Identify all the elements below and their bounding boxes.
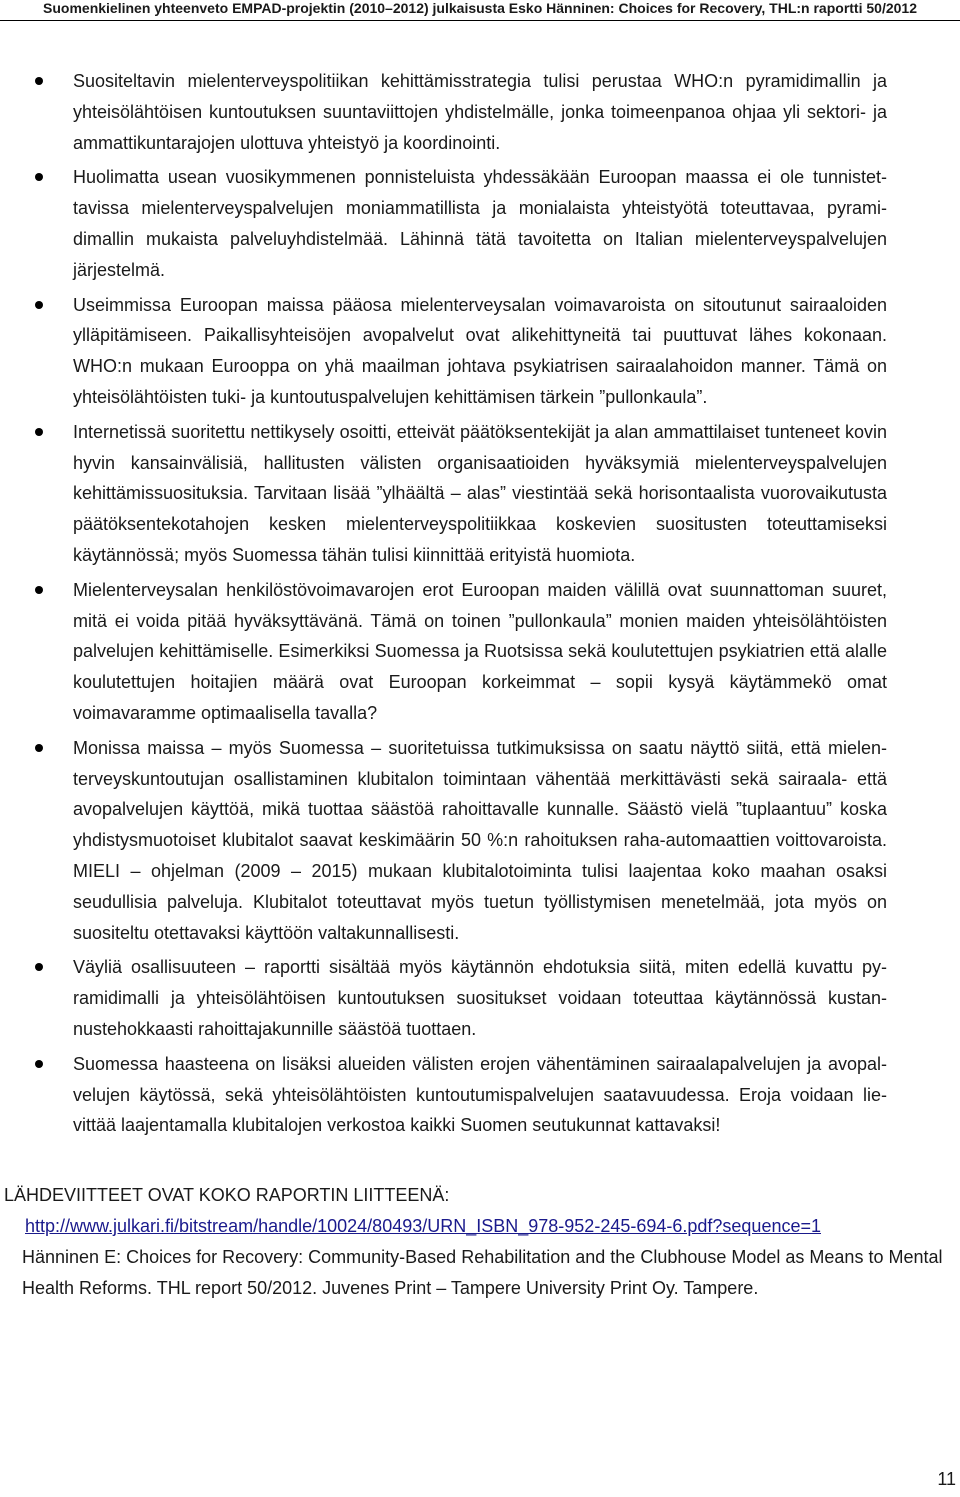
references-heading: LÄHDEVIITTEET OVAT KOKO RAPORTIN LIITTEENÄ:	[4, 1185, 450, 1205]
bullet-text: Monissa maissa – myös Suomessa – suoritetuissa tutkimuksissa on saatu näyttö siitä, että mielenterveyskuntoutujan osallistaminen klubitalon toimintaan vähentää merkittävästi sekä sairaala- että avopalvelujen käyttöä, mikä tuottaa säästöä rahoittavalle kunnalle. Säästö vielä ”tuplaantuu” koska yhdistysmuotoiset klubitalot saavat keskimäärin 50 %:n rahoituksen raha-automaattien voittovaroista. MIELI – ohjelman (2009 – 2015) mukaan klubitalotoiminta tulisi laajentaa koko maahan osaksi seudullisia palveluja. Klubitalot toteuttavat myös tuetun työllistymisen menetelmää, jota myös on suositeltu otettavaksi käyttöön valtakunnallisesti.	[73, 737, 887, 943]
bullet-item	[0, 733, 887, 949]
page-number: 11	[937, 1469, 956, 1489]
bullet-item	[0, 417, 887, 571]
bullet-text: Internetissä suoritettu nettikysely osoitti, etteivät päätöksentekijät ja alan ammattilaiset tunteneet kovin hyvin kansainvälisiä, hallitusten välisten organisaatioiden hyväksymiä mielenterveyspalvelujen kehittämissuosituksia. Tarvitaan lisää ”ylhäältä – alas” viestintää sekä horisontaalista vuorovaikutusta päätöksentekotahojen kesken mielenterveyspolitiikkaa koskevien suositusten toteuttamiseksi käytännössä; myös Suomessa tähän tulisi kiinnittää erityistä huomiota.	[73, 421, 887, 565]
bullet-item	[0, 66, 887, 158]
bullet-dot-icon	[35, 77, 43, 85]
bullet-text: Suositeltavin mielenterveyspolitiikan kehittämisstrategia tulisi perustaa WHO:n pyramidimallin ja yhteisölähtöisen kuntoutuksen suuntaviittojen yhdistelmälle, jonka toimeenpanoa ohjaa yli sektori- ja ammattikuntarajojen ulottuva yhteistyö ja koordinointi.	[73, 71, 887, 153]
bullet-dot-icon	[35, 428, 43, 436]
report-pdf-link[interactable]: http://www.julkari.fi/bitstream/handle/10024/80493/URN_ISBN_978-952-245-694-6.pdf?sequence=1	[25, 1216, 821, 1236]
bullet-dot-icon	[35, 1060, 43, 1068]
bullet-item	[0, 575, 887, 729]
bullet-dot-icon	[35, 301, 43, 309]
bullet-dot-icon	[35, 173, 43, 181]
bullet-item	[0, 952, 887, 1044]
bullet-dot-icon	[35, 963, 43, 971]
bullet-item	[0, 162, 887, 285]
running-header: Suomenkielinen yhteenveto EMPAD-projektin (2010–2012) julkaisusta Esko Hänninen: Choices for Recovery, THL:n raportti 50/2012	[43, 0, 917, 16]
references-section	[0, 1180, 960, 1304]
bullet-text: Suomessa haasteena on lisäksi alueiden välisten erojen vähentäminen sairaalapalvelujen ja avopalvelujen käytössä, sekä yhteisölähtöisten kuntoutumispalvelujen saatavuudessa. Eroja voidaan lievittää laajentamalla klubitalojen verkostoa kaikki Suomen seutukunnat kattavaksi!	[73, 1053, 887, 1136]
bullet-dot-icon	[35, 744, 43, 752]
bullet-dot-icon	[35, 586, 43, 594]
bullet-text: Useimmissa Euroopan maissa pääosa mielenterveysalan voimavaroista on sitoutunut sairaaloiden ylläpitämiseen. Paikallisyhteisöjen avopalvelut ovat alikehittyneitä tai puuttuvat lähes kokonaan. WHO:n mukaan Eurooppa on yhä maailman johtava psykiatrisen sairaalahoidon manner. Tämä on yhteisölähtöisten tuki- ja kuntoutuspalvelujen kehittämisen tärkein ”pullonkaula”.	[73, 294, 887, 407]
report-citation: Hänninen E: Choices for Recovery: Community-Based Rehabilitation and the Clubhouse Model as Means to Mental Health Reforms. THL report 50/2012. Juvenes Print – Tampere University Print Oy. Tampere.	[22, 1247, 943, 1298]
summary-bullet-list	[0, 66, 960, 1145]
bullet-text: Mielenterveysalan henkilöstövoimavarojen erot Euroopan maiden välillä ovat suunnattoman suuret, mitä ei voida pitää hyväksyttävänä. Tämä on toinen ”pullonkaula” monien maiden yhteisölähtöisten palvelujen kehittämiselle. Esimerkiksi Suomessa ja Ruotsissa sekä koulutettujen psykiatrien että alalle koulutettujen hoitajien määrä ovat Euroopan korkeimmat – sopii kysyä käytämmekö omat voimavaramme optimaalisella tavalla?	[73, 579, 887, 723]
bullet-text: Väyliä osallisuuteen – raportti sisältää myös käytännön ehdotuksia siitä, miten edellä kuvattu pyramidimalli ja yhteisölähtöisen kuntoutuksen suositukset voidaan toteuttaa käytännössä kustannustehokkaasti rahoittajakunnille säästöä tuottaen.	[73, 957, 887, 1039]
bullet-item	[0, 290, 887, 413]
bullet-text: Huolimatta usean vuosikymmenen ponnisteluista yhdessäkään Euroopan maassa ei ole tunnistettavissa mielenterveyspalvelujen moniammatillista ja monialaista yhteistyötä toteuttavaa, pyramidimallin mukaista palveluyhdistelmää. Lähinnä tätä tavoitetta on Italian mielenterveyspalvelujen järjestelmä.	[73, 167, 887, 280]
header-divider	[0, 20, 960, 21]
bullet-item	[0, 1049, 887, 1141]
